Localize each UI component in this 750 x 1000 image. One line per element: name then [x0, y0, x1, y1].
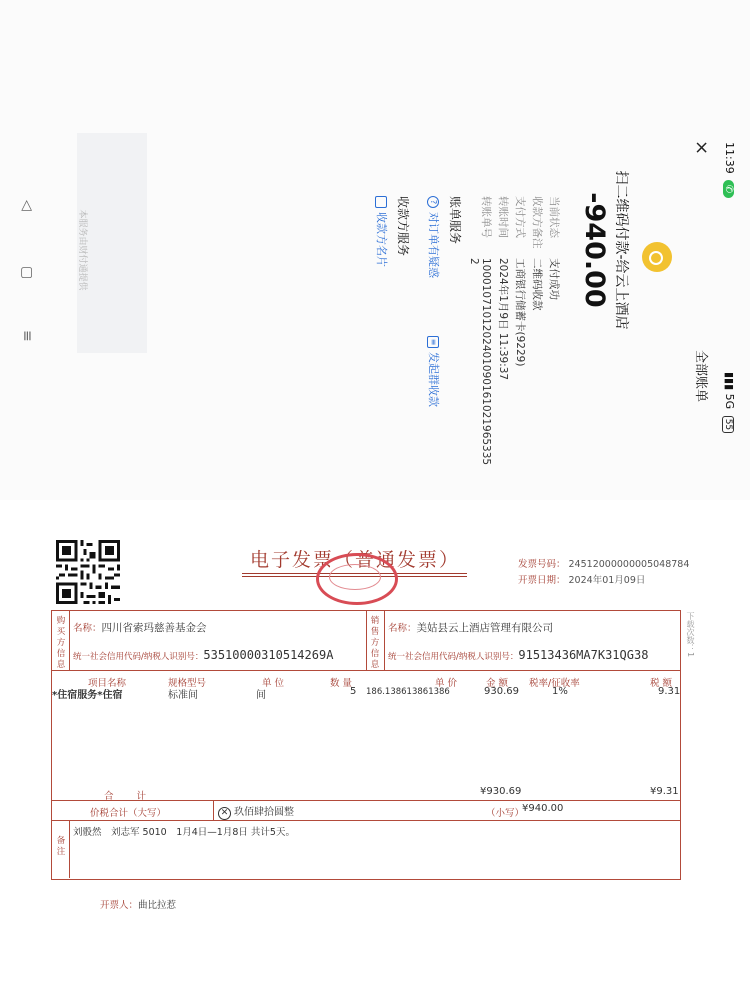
- col-divider: [69, 610, 70, 670]
- seller-tax-id: 统一社会信用代码/纳税人识别号：91513436MA7K31QG38: [388, 648, 649, 662]
- nav-back-icon[interactable]: ◁: [19, 200, 35, 211]
- col-header: 金 额: [486, 678, 509, 689]
- remarks-label: 备注: [56, 836, 66, 857]
- remarks-text: 刘骰然 刘志军 5010 1月4日—1月8日 共计5天。: [73, 827, 295, 838]
- col-header: 单 位: [262, 678, 285, 689]
- item-unit: 间: [256, 690, 266, 701]
- total-small-label: （小写）: [486, 808, 525, 819]
- buyer-tax-id: 统一社会信用代码/纳税人识别号：53510000310514269A: [73, 648, 334, 662]
- col-divider: [213, 800, 214, 820]
- cross-circle-icon: ✕: [218, 807, 231, 820]
- order-question-link[interactable]: ?对订单有疑惑: [426, 196, 442, 278]
- issuer: 开票人：曲比拉惹: [100, 900, 177, 911]
- col-header: 数 量: [330, 678, 353, 689]
- payee-service-title: 收款方服务: [396, 196, 410, 257]
- all-bills-link[interactable]: 全部账单: [693, 350, 708, 403]
- close-icon[interactable]: ×: [691, 140, 712, 156]
- detail-row: 转账时间2024年1月9日 11:39:37: [497, 196, 509, 381]
- col-divider: [366, 610, 367, 670]
- item-amount: 930.69: [484, 686, 519, 697]
- item-name: *住宿服务*住宿: [52, 690, 123, 701]
- col-header: 单 价: [435, 678, 458, 689]
- payment-amount: -940.00: [579, 192, 610, 308]
- row-divider: [51, 670, 680, 671]
- tax-seal-stamp: [316, 553, 398, 605]
- footer-tip: 本服务由财付通提供: [77, 209, 87, 291]
- detail-row-wrap: 2: [468, 258, 480, 265]
- subtotal-label: 合 计: [104, 791, 157, 802]
- col-header: 规格型号: [168, 678, 207, 689]
- nav-menu-icon[interactable]: ≡: [19, 330, 35, 342]
- row-divider: [51, 820, 680, 821]
- total-words: ✕ 玖佰肆拾圆整: [218, 803, 294, 820]
- subtotal-tax: ¥9.31: [650, 786, 679, 797]
- detail-row: 支付方式工商银行储蓄卡(9229): [514, 196, 526, 367]
- col-divider: [384, 610, 385, 670]
- call-indicator-icon: ✆: [723, 180, 734, 198]
- payee-card-link[interactable]: 收款方名片: [374, 196, 390, 267]
- download-count-note: 下载次数：1: [686, 612, 695, 658]
- merchant-logo-icon: [642, 242, 672, 272]
- invoice-title: 电子发票（普通发票）: [250, 549, 461, 571]
- group-bill-icon: ≡: [427, 336, 439, 348]
- invoice-number: 发票号码： 24512000000005048784: [518, 559, 690, 570]
- detail-row: 当前状态支付成功: [548, 196, 560, 300]
- col-header: 税 额: [650, 678, 673, 689]
- question-icon: ?: [427, 196, 439, 208]
- item-rate: 1%: [552, 686, 568, 697]
- subtotal-amount: ¥930.69: [480, 786, 522, 797]
- total-label: 价税合计（大写）: [90, 808, 167, 819]
- status-icons: [722, 372, 736, 433]
- buyer-name: 名称：四川省索玛慈善基金会: [73, 622, 207, 634]
- item-price: 186.138613861386: [366, 687, 450, 697]
- col-divider: [69, 820, 70, 878]
- merchant-name: 扫二维码付款-给云上酒店: [613, 170, 629, 330]
- card-icon: [375, 196, 387, 208]
- signal-icon: ▮▮▮: [723, 372, 736, 391]
- item-tax: 9.31: [658, 686, 681, 697]
- battery-icon: 55: [722, 416, 734, 433]
- status-time: 11:39✆: [723, 142, 736, 198]
- total-small: ¥940.00: [522, 803, 564, 814]
- col-header: 项目名称: [88, 678, 127, 689]
- qr-code: [56, 540, 120, 604]
- invoice-date: 开票日期： 2024年01月09日: [518, 575, 646, 586]
- group-bill-link[interactable]: ≡发起群收款: [426, 336, 442, 407]
- seller-name: 名称：美姑县云上酒店管理有限公司: [388, 622, 554, 634]
- item-qty: 5: [350, 686, 357, 697]
- buyer-side-label: 购买方信息: [56, 616, 66, 670]
- detail-row: 收款方备注二维码收款: [531, 196, 543, 311]
- col-header: 税率/征收率: [529, 678, 580, 689]
- item-spec: 标准间: [168, 690, 198, 701]
- nav-home-icon[interactable]: ▢: [19, 266, 35, 280]
- seller-side-label: 销售方信息: [370, 616, 380, 670]
- detail-row: 转账单号1000107101202401090161021965335: [480, 196, 492, 466]
- network-type: 5G: [723, 393, 736, 410]
- bill-service-title: 账单服务: [448, 196, 462, 245]
